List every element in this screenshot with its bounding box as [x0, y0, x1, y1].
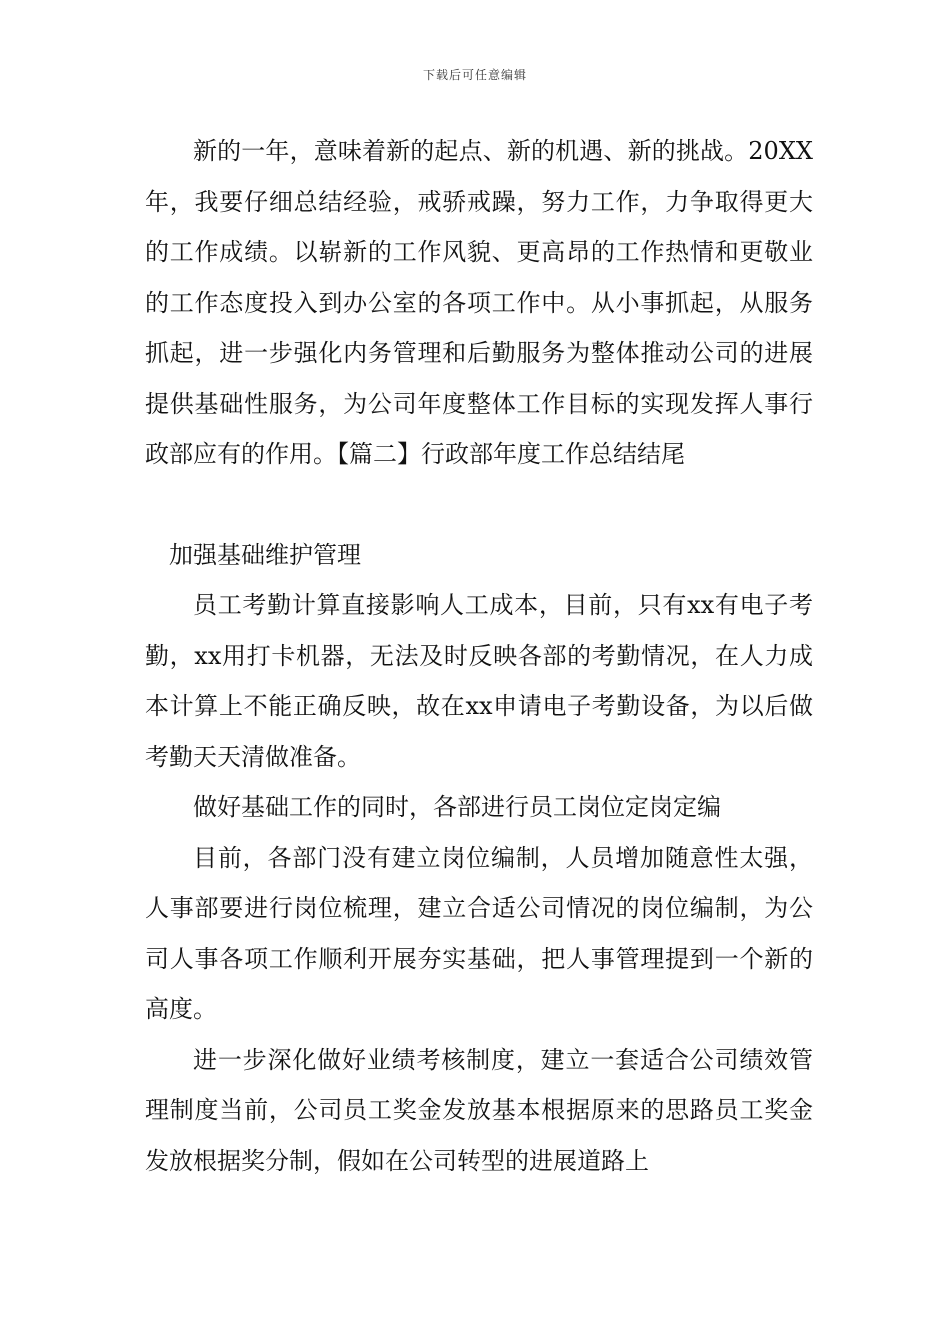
document-body	[145, 126, 813, 1186]
paragraph-post-staffing: 目前，各部门没有建立岗位编制，人员增加随意性太强，人事部要进行岗位梳理，建立合适公司情况的岗位编制，为公司人事各项工作顺利开展夯实基础，把人事管理提到一个新的高度。	[145, 843, 813, 1023]
paragraph-performance: 进一步深化做好业绩考核制度，建立一套适合公司绩效管理制度当前，公司员工奖金发放基本根据原来的思路员工奖金发放根据奖分制，假如在公司转型的进展道路上	[145, 1045, 813, 1175]
paragraph-basic-work: 做好基础工作的同时，各部进行员工岗位定岗定编	[193, 793, 721, 821]
paragraph-new-year: 新的一年，意味着新的起点、新的机遇、新的挑战。20XX年，我要仔细总结经验，戒骄戒躁，努力工作，力争取得更大的工作成绩。以崭新的工作风貌、更高昂的工作热情和更敬业的工作态度投入到办公室的各项工作中。从小事抓起，从服务抓起，进一步强化内务管理和后勤服务为整体推动公司的进展提供基础性服务，为公司年度整体工作目标的实现发挥人事行政部应有的作用。【篇二】行政部年度工作总结结尾	[145, 137, 813, 468]
paragraph-spacer	[145, 480, 813, 530]
page-header: 下载后可任意编辑	[422, 68, 527, 82]
section-heading: 加强基础维护管理	[169, 540, 361, 569]
paragraph-attendance: 员工考勤计算直接影响人工成本，目前，只有xx有电子考勤，xx用打卡机器，无法及时反映各部的考勤情况，在人力成本计算上不能正确反映，故在xx申请电子考勤设备，为以后做考勤天天清做准备。	[145, 591, 813, 771]
